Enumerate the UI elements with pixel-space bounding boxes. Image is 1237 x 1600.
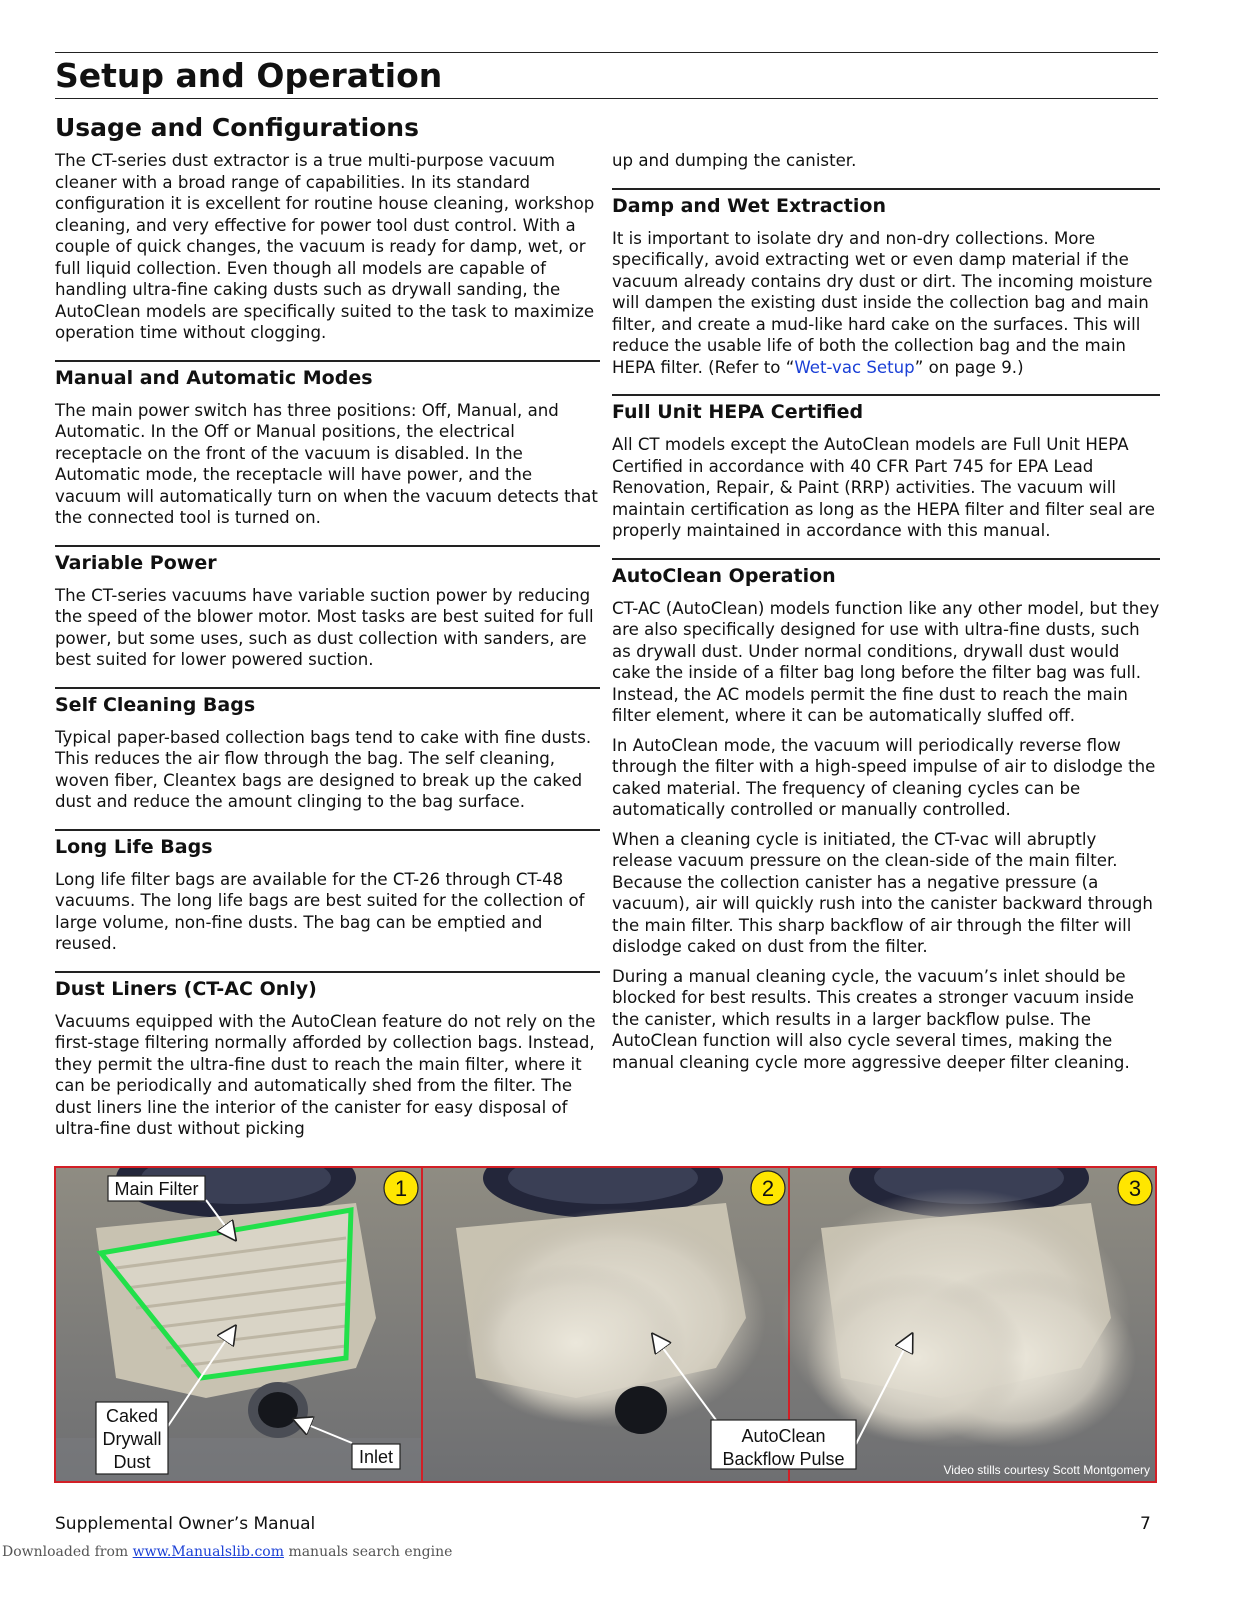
autoclean-photo-strip <box>54 1166 1157 1483</box>
section-heading: Dust Liners (CT-AC Only) <box>55 977 317 1000</box>
section-body: In AutoClean mode, the vacuum will periodically reverse flow through the filter with a high-speed impulse of air to dislodge the caked material. The frequency of cleaning cycles can be automatically controlled or manually controlled. <box>612 735 1156 819</box>
top-rule <box>55 52 1158 53</box>
download-prefix: Downloaded from <box>2 1544 129 1560</box>
right-column <box>612 150 1160 1081</box>
section-heading: Manual and Automatic Modes <box>55 366 373 389</box>
section-heading: Self Cleaning Bags <box>55 693 256 716</box>
section-title: Usage and Configurations <box>55 113 419 142</box>
inlet-label: Inlet <box>358 1447 394 1467</box>
continuation-text: up and dumping the canister. <box>612 151 857 170</box>
frame-number: 3 <box>1128 1176 1142 1201</box>
section-body: Long life filter bags are available for the CT-26 through CT-48 vacuums. The long life bags are best suited for the collection of large volume, non-fine dusts. The bag can be emptied and reused. <box>55 869 585 953</box>
frame-number: 1 <box>394 1176 408 1201</box>
section-heading: Damp and Wet Extraction <box>612 194 886 217</box>
caked-label-line1: Caked <box>105 1406 159 1426</box>
title-rule <box>55 98 1158 99</box>
section-body: Vacuums equipped with the AutoClean feature do not rely on the first-stage filtering normally afforded by collection bags. Instead, they permit the ultra-fine dust to reach the main filter, where it can be periodically and automatically shed from the filter. The dust liners line the interior of the canister for easy disposal of ultra-fine dust without picking <box>55 1011 596 1138</box>
section-body: CT-AC (AutoClean) models function like any other model, but they are also specifically designed for use with ultra-fine dusts, such as drywall dust. Under normal conditions, drywall dust would cake the inside of a filter bag long before the filter bag was full. Instead, the AC models permit the fine dust to reach the main filter element, where it can be automatically sluffed off. <box>612 598 1160 725</box>
intro-paragraph: The CT-series dust extractor is a true multi-purpose vacuum cleaner with a broad range of capabilities. In its standard configuration it is excellent for routine house cleaning, workshop cleaning, and very effective for power tool dust control. With a couple of quick changes, the vacuum is ready for damp, wet, or full liquid collection. Even though all models are capable of handling ultra-fine caking dusts such as drywall sanding, the AutoClean models are specifically suited to the task to maximize operation time without clogging. <box>55 151 595 342</box>
left-column <box>55 150 600 1148</box>
section-body: The CT-series vacuums have variable suction power by reducing the speed of the blower motor. Most tasks are best suited for full power, but some uses, such as dust collection with sanders, are best suited for lower powered suction. <box>55 585 594 669</box>
body-text: It is important to isolate dry and non-dry collections. More specifically, avoid extracting wet or even damp material if the vacuum already contains dry dust or dirt. The incoming moisture will dampen the existing dust inside the collection bag and main filter, and create a mud-like hard cake on the surfaces. This will reduce the usable life of both the collection bag and the main HEPA filter. (Refer to “ <box>612 228 1153 377</box>
page-number: 7 <box>1140 1514 1151 1534</box>
section-manual-automatic <box>55 360 600 529</box>
section-damp-wet <box>612 188 1160 379</box>
manualslib-link[interactable]: www.Manualslib.com <box>132 1544 284 1560</box>
section-body: When a cleaning cycle is initiated, the CT-vac will abruptly release vacuum pressure on the clean-side of the main filter. Because the collection canister has a negative pressure (a vacuum), air will quickly rush into the canister backward through the main filter. This sharp backflow of air through the filter will dislodge caked on dust from the filter. <box>612 829 1153 956</box>
section-body: Typical paper-based collection bags tend to cake with fine dusts. This reduces the air flow through the bag. The self cleaning, woven fiber, Cleantex bags are designed to break up the caked dust and reduce the amount clinging to the bag surface. <box>55 727 592 811</box>
autoclean-label-line1: AutoClean <box>741 1426 826 1446</box>
section-hepa <box>612 394 1160 542</box>
section-self-cleaning-bags <box>55 687 600 813</box>
main-filter-label: Main Filter <box>114 1179 199 1199</box>
section-body <box>612 228 1160 379</box>
footer-manual-title: Supplemental Owner’s Manual <box>55 1514 316 1534</box>
section-body: During a manual cleaning cycle, the vacuum’s inlet should be blocked for best results. This creates a stronger vacuum inside the canister, which results in a larger backflow pulse. The AutoClean function will also cycle several times, making the manual cleaning cycle more aggressive deeper filter cleaning. <box>612 966 1134 1072</box>
section-long-life-bags <box>55 829 600 955</box>
section-heading: Variable Power <box>55 551 217 574</box>
photo-frame-1 <box>56 1168 422 1481</box>
download-suffix: manuals search engine <box>288 1544 453 1560</box>
section-heading: Full Unit HEPA Certified <box>612 401 864 423</box>
photo-credit: Video stills courtesy Scott Montgomery <box>943 1463 1150 1477</box>
section-heading: Long Life Bags <box>55 835 213 858</box>
section-body: All CT models except the AutoClean models are Full Unit HEPA Certified in accordance with 40 CFR Part 745 for EPA Lead Renovation, Repair, & Paint (RRP) activities. The vacuum will maintain certification as long as the HEPA filter and filter seal are properly maintained in accordance with this manual. <box>612 435 1155 540</box>
download-attribution <box>2 1543 452 1561</box>
section-heading: AutoClean Operation <box>612 564 836 587</box>
wet-vac-setup-link[interactable]: Wet-vac Setup <box>794 357 915 377</box>
body-text: ” on page 9.) <box>914 357 1024 377</box>
section-variable-power <box>55 545 600 671</box>
section-autoclean <box>612 558 1160 1074</box>
section-dust-liners <box>55 971 600 1140</box>
autoclean-label-line2: Backflow Pulse <box>722 1449 845 1469</box>
caked-label-line3: Dust <box>113 1452 151 1472</box>
frame-number: 2 <box>761 1176 775 1201</box>
section-body: The main power switch has three positions: Off, Manual, and Automatic. In the Off or Manual positions, the electrical receptacle on the front of the vacuum is disabled. In the Automatic mode, the receptacle will have power, and the vacuum will automatically turn on when the vacuum detects that the connected tool is turned on. <box>55 400 598 527</box>
page-title: Setup and Operation <box>55 56 443 95</box>
caked-label-line2: Drywall <box>102 1429 162 1449</box>
